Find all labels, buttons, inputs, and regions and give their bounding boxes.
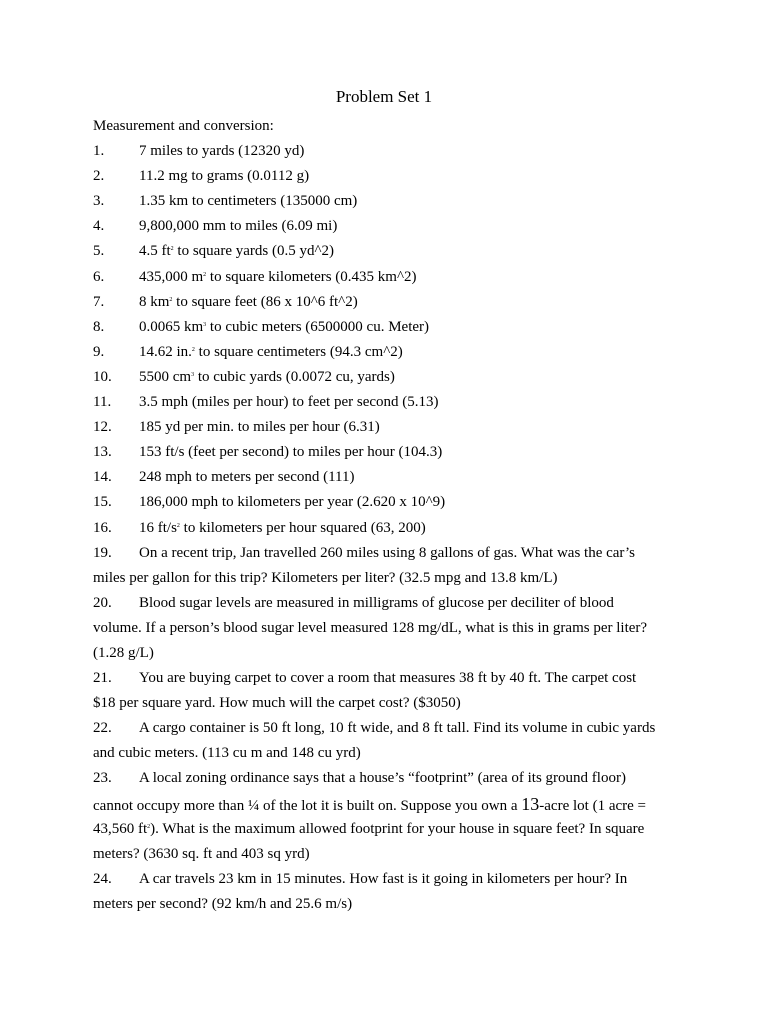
problem-19: 19. On a recent trip, Jan travelled 260 miles using 8 gallons of gas. What was the car’s miles per gallon for this trip? Kilometers per liter? (32.5 mpg and 13.8 km/L) bbox=[93, 544, 635, 586]
list-item: 8. 0.0065 $km^3$ to cubic meters (6500000 cu. Meter) bbox=[93, 318, 430, 335]
list-item: 4. 9,800,000 mm to miles (6.09 mi) bbox=[93, 218, 338, 235]
list-item: 16. 16 $ft/s^2$ to kilometers per hour squared (63, 200) bbox=[93, 519, 426, 536]
list-item: 5. 4.5 $ft^2$ to square yards (0.5 yd^2) bbox=[93, 243, 335, 260]
list-item: 1. 7 miles to yards (12320 yd) bbox=[93, 143, 305, 160]
list-item: 15. 186,000 mph to kilometers per year (2.620 x 10^9) bbox=[93, 494, 446, 511]
list-item: 11. 3.5 mph (miles per hour) to feet per second (5.13) bbox=[93, 394, 439, 411]
conversion-list bbox=[93, 139, 683, 541]
problem-22: 22. A cargo container is 50 ft long, 10 ft wide, and 8 ft tall. Find its volume in cubic yards and cubic meters. (113 cu m and 148 cu yrd) bbox=[93, 720, 656, 762]
list-item: 14. 248 mph to meters per second (111) bbox=[93, 469, 355, 486]
problem-21: 21. You are buying carpet to cover a room that measures 38 ft by 40 ft. The carpet cost $18 per square yard. How much will the carpet cost? ($3050) bbox=[93, 670, 637, 712]
list-item: 9. 14.62 in.$^2$ to square centimeters (94.3 cm^2) bbox=[93, 343, 403, 360]
list-item: 6. 435,000 $m^2$ to square kilometers (0.435 km^2) bbox=[93, 268, 417, 285]
list-item: 2. 11.2 mg to grams (0.0112 g) bbox=[93, 168, 310, 185]
list-item: 7. 8 $km^2$ to square feet (86 x 10^6 ft^2) bbox=[93, 293, 358, 310]
list-item: 3. 1.35 km to centimeters (135000 cm) bbox=[93, 193, 358, 210]
list-item: 12. 185 yd per min. to miles per hour (6.31) bbox=[93, 419, 380, 436]
problem-23: 23. A local zoning ordinance says that a house’s “footprint” (area of its ground floor) cannot occupy more than ¼ of the lot it is built on. Suppose you own a 13-acre lot (1 acre = 43,560 $ft^2$). What is the maximum allowed footprint for your house in square feet? In square meters? (3630 sq. ft and 403 sq yrd) bbox=[93, 770, 647, 862]
list-item: 10. 5500 $cm^3$ to cubic yards (0.0072 cu, yards) bbox=[93, 368, 395, 385]
section-heading: Measurement and conversion: bbox=[93, 118, 274, 134]
list-item: 13. 153 ft/s (feet per second) to miles per hour (104.3) bbox=[93, 444, 443, 461]
document-body bbox=[93, 114, 683, 917]
problem-20: 20. Blood sugar levels are measured in milligrams of glucose per deciliter of blood volume. If a person’s blood sugar level measured 128 mg/dL, what is this in grams per liter? (1.28 g/L) bbox=[93, 594, 648, 661]
page-title: Problem Set 1 bbox=[335, 87, 433, 106]
problem-24: 24. A car travels 23 km in 15 minutes. How fast is it going in kilometers per hour? In meters per second? (92 km/h and 25.6 m/s) bbox=[93, 870, 628, 912]
